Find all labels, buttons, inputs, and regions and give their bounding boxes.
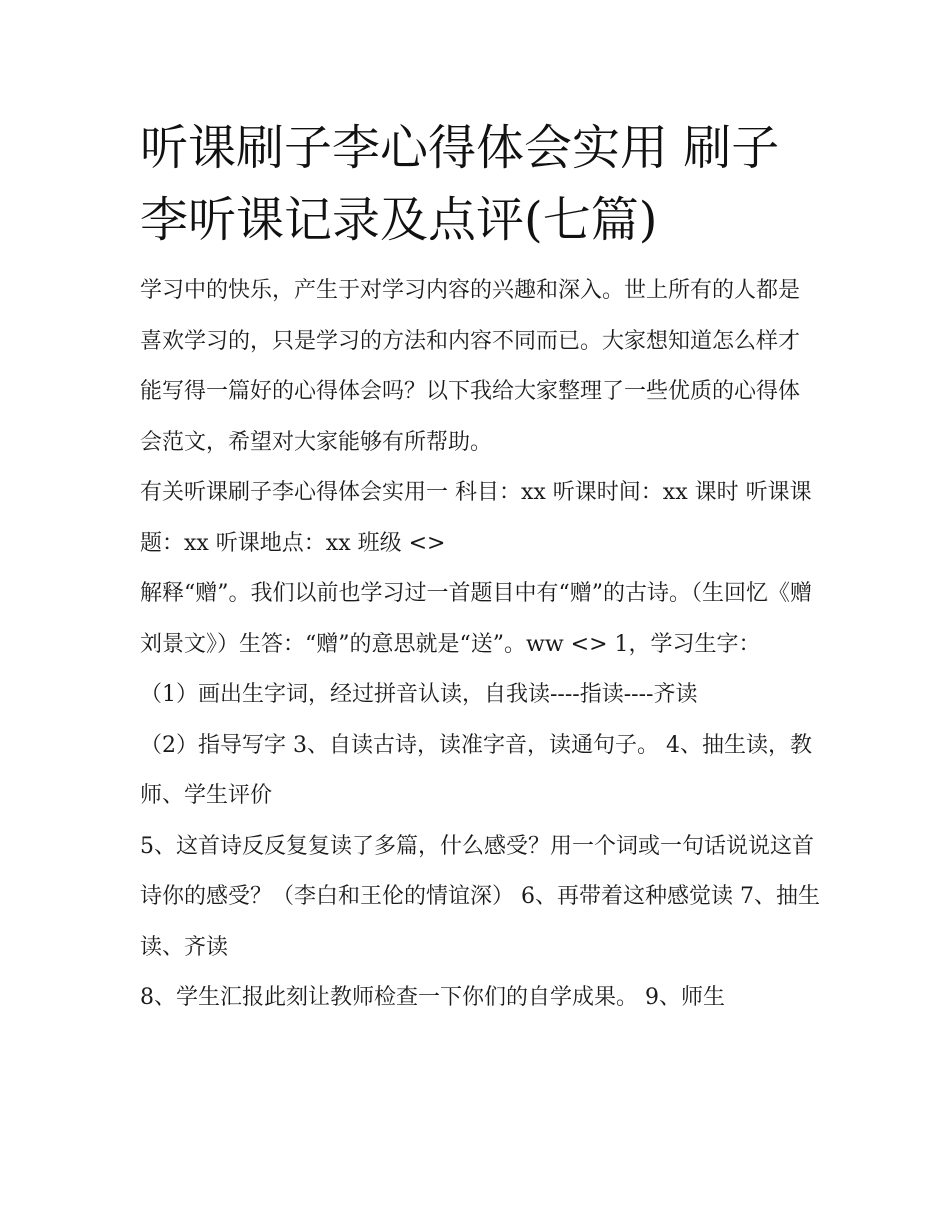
paragraph-intro: 学习中的快乐，产生于对学习内容的兴趣和深入。世上所有的人都是喜欢学习的，只是学习的方法和内容不同而已。大家想知道怎么样才能写得一篇好的心得体会吗？以下我给大家整理了一些优质的心得体会范文，希望对大家能够有所帮助。 xyxy=(140,278,801,455)
paragraph-explain-gift: 解释“赠”。我们以前也学习过一首题目中有“赠”的古诗。（生回忆《赠刘景文》）生答：“赠”的意思就是“送”。ww <> 1，学习生字： xyxy=(140,581,812,657)
paragraph-step-5: 5、这首诗反反复复读了多篇，什么感受？用一个词或一句话说说这首诗你的感受？（李白和王伦的情谊深） 6、再带着这种感觉读 7、抽生读、齐读 xyxy=(140,833,820,960)
document-title: 听课刷子李心得体会实用 刷子李听课记录及点评(七篇) xyxy=(140,120,780,248)
paragraph-step-1: （1）画出生字词，经过拼音认读，自我读----指读----齐读 xyxy=(140,682,698,707)
paragraph-step-8: 8、学生汇报此刻让教师检查一下你们的自学成果。 9、师生 xyxy=(140,985,725,1010)
paragraph-step-2: （2）指导写字 3、自读古诗，读准字音，读通句子。 4、抽生读，教师、学生评价 xyxy=(140,732,812,808)
document-body xyxy=(140,266,820,1024)
document-page xyxy=(140,112,820,1024)
paragraph-course-info: 有关听课刷子李心得体会实用一 科目：xx 听课时间：xx 课时 听课课题：xx 听课地点：xx 班级 <> xyxy=(140,480,812,556)
